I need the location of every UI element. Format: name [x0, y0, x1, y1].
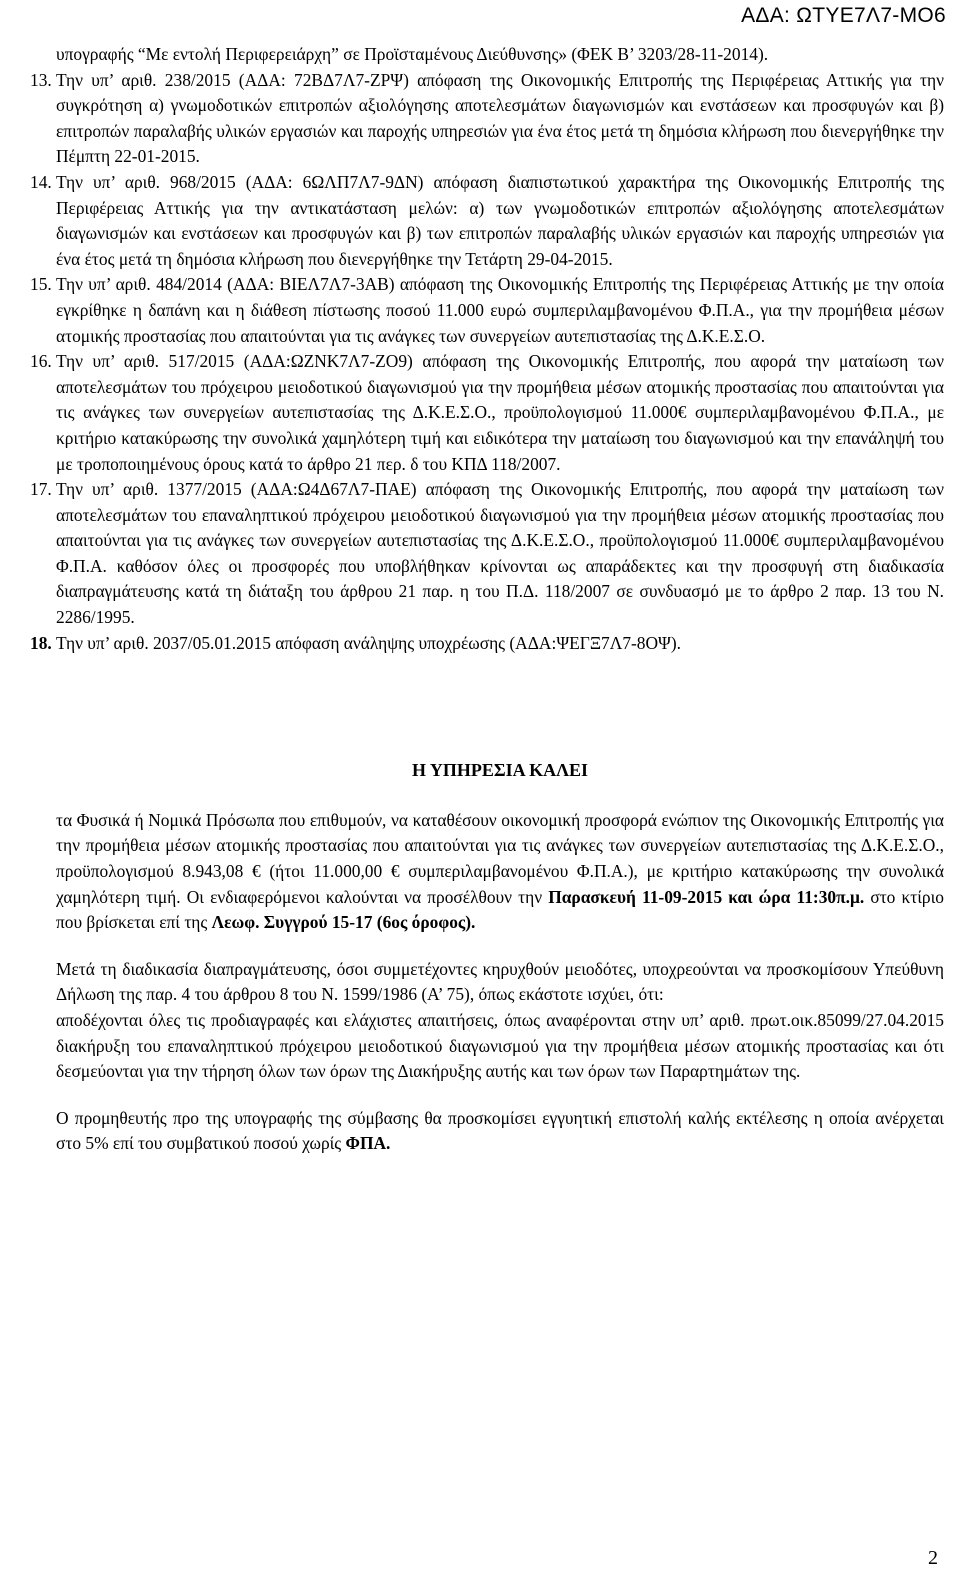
- vat-label: ΦΠΑ.: [345, 1133, 391, 1154]
- page-number: 2: [928, 1547, 938, 1569]
- meeting-address: Λεωφ. Συγγρού 15-17 (6ος όροφος).: [211, 912, 476, 933]
- item-text: Την υπ’ αριθ. 2037/05.01.2015 απόφαση ανάληψης υποχρέωσης (ΑΔΑ:ΨΕΓΞ7Λ7-8ΟΨ).: [56, 632, 682, 653]
- list-item: [30, 170, 944, 272]
- procedure-paragraph: Μετά τη διαδικασία διαπραγμάτευσης, όσοι συμμετέχοντες κηρυχθούν μειοδότες, υποχρεούνται να προσκομίσουν Υπεύθυνη Δήλωση της παρ. 4 του άρθρου 8 του Ν. 1599/1986 (Α’ 75), όπως εκάστοτε ισχύει, ότι:: [56, 958, 944, 1005]
- meeting-date: Παρασκευή 11-09-2015 και ώρα 11:30π.μ.: [548, 886, 865, 907]
- document-body: [30, 42, 944, 1157]
- item-number: 18.: [30, 632, 52, 653]
- list-item: [30, 68, 944, 170]
- section-heading: Η ΥΠΗΡΕΣΙΑ ΚΑΛΕΙ: [411, 760, 589, 781]
- list-item: [30, 631, 944, 657]
- ada-code: ΑΔΑ: ΩΤΥΕ7Λ7-ΜΟ6: [741, 4, 946, 27]
- list-item: [30, 477, 944, 631]
- item-text: Την υπ’ αριθ. 484/2014 (ΑΔΑ: ΒΙΕΛ7Λ7-3ΑΒ) απόφαση της Οικονομικής Επιτροπής της Περιφέρειας Αττικής με την οποία εγκρίθηκε η δαπάνη και η διάθεση πίστωσης ποσού 11.000 ευρώ συμπεριλαμβανομένου Φ.Π.Α., για την προμήθεια μέσων ατομικής προστασίας που απαιτούνται για τις ανάγκες των συνεργείων αυτεπιστασίας της Δ.Κ.Ε.Σ.Ο.: [56, 274, 944, 346]
- invitation-location-text: στο κτίριο που βρίσκεται επί της: [56, 886, 944, 933]
- item-text: Την υπ’ αριθ. 1377/2015 (ΑΔΑ:Ω4Δ67Λ7-ΠΑΕ) απόφαση της Οικονομικής Επιτροπής, που αφορά την ματαίωση των αποτελεσμάτων του επαναληπτικού πρόχειρου μειοδοτικού διαγωνισμού για την προμήθεια μέσων ατομικής προστασίας που απαιτούνται για τις ανάγκες των συνεργείων αυτεπιστασίας της Δ.Κ.Ε.Σ.Ο., προϋπολογισμού 11.000€ συμπεριλαμβανομένου Φ.Π.Α. καθόσον όλες οι προσφορές που υποβλήθηκαν κρίνονται ως απαράδεκτες και την προσφυγή στη διαδικασία διαπραγμάτευσης κατά τη διάταξη του άρθρου 21 παρ. η του Π.Δ. 118/2007 σε συνδυασμό με το άρθρο 2 παρ. 13 του Ν. 2286/1995.: [56, 479, 944, 628]
- item-text: Την υπ’ αριθ. 238/2015 (ΑΔΑ: 72ΒΔ7Λ7-ΖΡΨ) απόφαση της Οικονομικής Επιτροπής της Περιφέρειας Αττικής για την συγκρότηση α) γνωμοδοτικών επιτροπών αξιολόγησης αποτελεσμάτων διαγωνισμών και ενστάσεων και προσφυγών και β) επιτροπών παραλαβής υλικών εργασιών και παροχής υπηρεσιών για ένα έτος μετά τη δημόσια κλήρωση που διενεργήθηκε την Πέμπτη 22-01-2015.: [56, 69, 944, 167]
- invitation-text: τα Φυσικά ή Νομικά Πρόσωπα που επιθυμούν, να καταθέσουν οικονομική προσφορά ενώπιον της Οικονομικής Επιτροπής για την προμήθεια μέσων ατομικής προστασίας που απαιτούνται για τις ανάγκες των συνεργείων αυτεπιστασίας της Δ.Κ.Ε.Σ.Ο., προϋπολογισμού 8.943,08 € (ήτοι 11.000,00 € συμπεριλαμβανομένου Φ.Π.Α.), με κριτήριο κατακύρωσης την συνολικά χαμηλότερη τιμή. Οι ενδιαφερόμενοι καλούνται να προσέλθουν την: [56, 809, 944, 907]
- guarantee-text: Ο προμηθευτής προ της υπογραφής της σύμβασης θα προσκομίσει εγγυητική επιστολή καλής εκτέλεσης η οποία ανέρχεται στο 5% επί του συμβατικού ποσού χωρίς: [56, 1107, 944, 1154]
- guarantee-paragraph: [56, 1106, 944, 1157]
- item-number: 13.: [30, 69, 52, 90]
- invitation-paragraph: [56, 808, 944, 936]
- item-text: Την υπ’ αριθ. 517/2015 (ΑΔΑ:ΩΖΝΚ7Λ7-ΖΟ9) απόφαση της Οικονομικής Επιτροπής, που αφορά την ματαίωση των αποτελεσμάτων του πρόχειρου μειοδοτικού διαγωνισμού για την προμήθεια μέσων ατομικής προστασίας που απαιτούνται για τις ανάγκες των συνεργείων αυτεπιστασίας της Δ.Κ.Ε.Σ.Ο., προϋπολογισμού 11.000€ συμπεριλαμβανομένου Φ.Π.Α., με κριτήριο κατακύρωσης την συνολικά χαμηλότερη τιμή και ειδικότερα την ματαίωση του διαγωνισμού και την επανάληψή του με τροποποιημένους όρους κατά το άρθρο 21 περ. δ του ΚΠΔ 118/2007.: [56, 351, 944, 474]
- item-number: 14.: [30, 171, 52, 192]
- list-item: [30, 272, 944, 349]
- list-item: [30, 349, 944, 477]
- item-number: 17.: [30, 479, 52, 500]
- declaration-paragraph: αποδέχονται όλες τις προδιαγραφές και ελάχιστες απαιτήσεις, όπως αναφέρονται στην υπ’ αριθ. πρωτ.οικ.85099/27.04.2015 διακήρυξη του επαναληπτικού πρόχειρου μειοδοτικού διαγωνισμού για την προμήθεια μέσων ατομικής προστασίας και ότι δεσμεύονται για την τήρηση όλων των όρων της Διακήρυξης αυτής και των όρων των Παραρτημάτων της.: [56, 1010, 944, 1082]
- item-number: 15.: [30, 274, 52, 295]
- item-text: Την υπ’ αριθ. 968/2015 (ΑΔΑ: 6ΩΛΠ7Λ7-9ΔΝ) απόφαση διαπιστωτικού χαρακτήρα της Οικονομικής Επιτροπής της Περιφέρειας Αττικής για την αντικατάσταση μελών: α) των γνωμοδοτικών επιτροπών αξιολόγησης αποτελεσμάτων διαγωνισμών και ενστάσεων και προσφυγών και β) των επιτροπών παραλαβής υλικών εργασιών και παροχής υπηρεσιών για ένα έτος μετά τη δημόσια κλήρωση που διενεργήθηκε την Τετάρτη 29-04-2015.: [56, 171, 944, 269]
- continuation-text: υπογραφής “Με εντολή Περιφερειάρχη” σε Προϊσταμένους Διεύθυνσης» (ΦΕΚ Β’ 3203/28-11-2014).: [56, 44, 769, 64]
- item-number: 16.: [30, 351, 52, 372]
